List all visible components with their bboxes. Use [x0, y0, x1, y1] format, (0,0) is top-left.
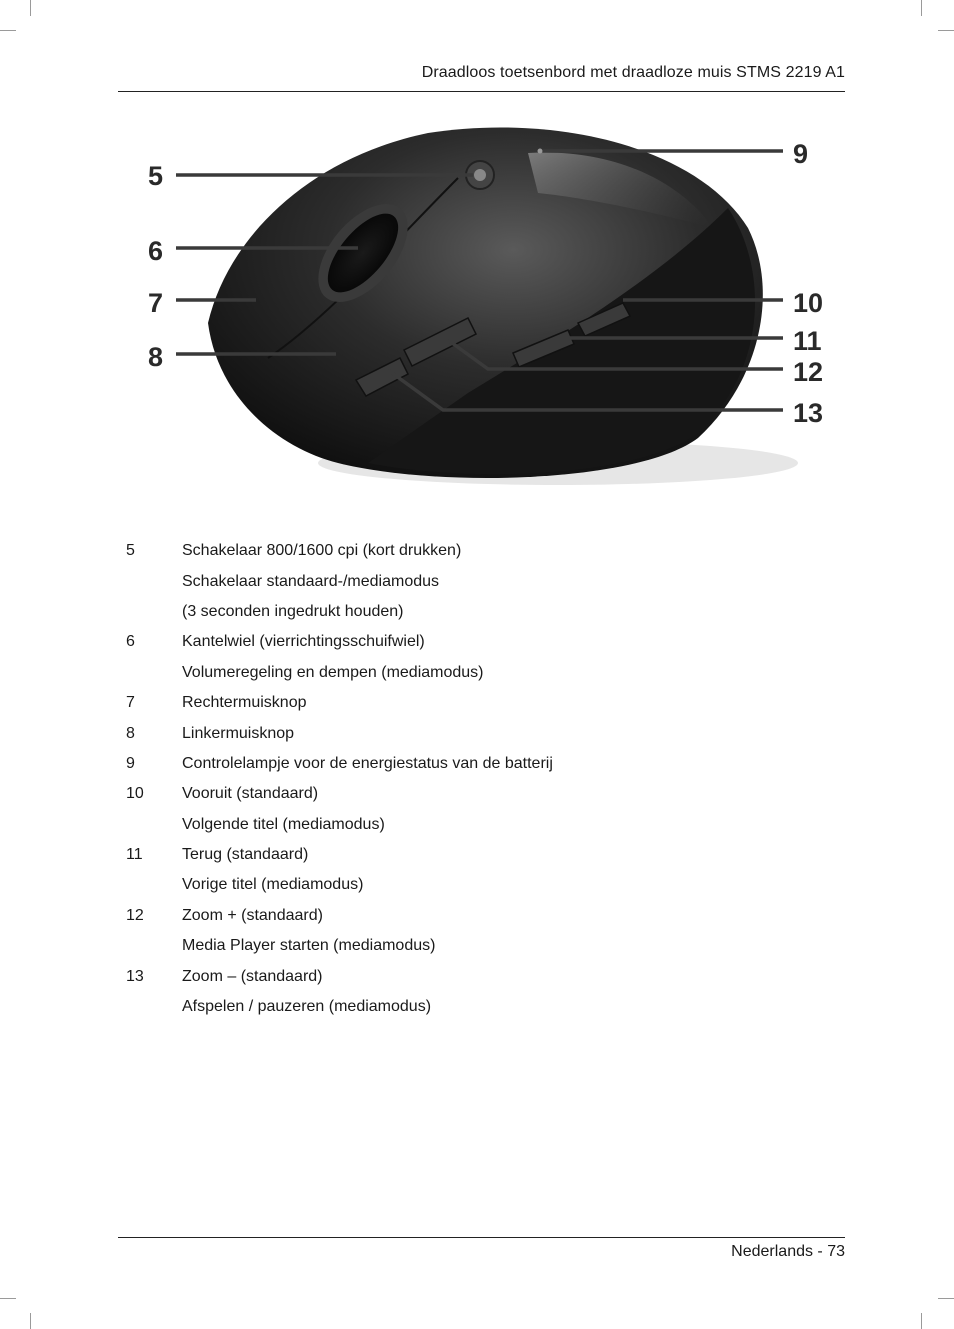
- legend-number: 9: [126, 754, 135, 772]
- crop-mark: [921, 1313, 922, 1329]
- legend-number: 8: [126, 724, 135, 742]
- legend-row: [118, 961, 845, 991]
- cpi-button-symbol: [474, 169, 486, 181]
- legend-row: [118, 597, 845, 627]
- callout-13: 13: [793, 398, 824, 428]
- legend-text: Media Player starten (mediamodus): [182, 937, 436, 955]
- page-footer: Nederlands - 73: [731, 1243, 845, 1260]
- header-rule: [118, 91, 845, 92]
- legend-number: 7: [126, 694, 135, 712]
- legend-row: [118, 810, 845, 840]
- callout-12: 12: [793, 357, 824, 387]
- legend-text: Vorige titel (mediamodus): [182, 876, 364, 894]
- crop-mark: [938, 1298, 954, 1299]
- legend-text: (3 seconden ingedrukt houden): [182, 602, 404, 620]
- legend-number: 12: [126, 906, 144, 924]
- footer-rule: [118, 1237, 845, 1238]
- legend-text: Vooruit (standaard): [182, 785, 319, 803]
- battery-led: [538, 149, 543, 154]
- callout-11: 11: [793, 326, 822, 356]
- legend-text: Rechtermuisknop: [182, 694, 307, 712]
- callout-7: 7: [148, 288, 164, 318]
- legend-text: Zoom + (standaard): [182, 906, 323, 924]
- legend-number: 10: [126, 785, 144, 803]
- legend-row: [118, 536, 845, 566]
- legend-number: 5: [126, 542, 135, 560]
- crop-mark: [921, 0, 922, 16]
- legend-row: [118, 566, 845, 596]
- legend-row: [118, 870, 845, 900]
- legend-text: Schakelaar standaard-/mediamodus: [182, 572, 440, 590]
- legend-number: 11: [126, 846, 143, 864]
- crop-mark: [30, 1313, 31, 1329]
- legend-row: [118, 658, 845, 688]
- legend-text: Terug (standaard): [182, 846, 309, 864]
- legend-row: [118, 992, 845, 1022]
- legend-row: [118, 627, 845, 657]
- legend-text: Controlelampje voor de energiestatus van de batterij: [182, 754, 553, 772]
- parts-legend: [118, 536, 845, 1022]
- crop-mark: [0, 1298, 16, 1299]
- legend-number: 6: [126, 633, 135, 651]
- callout-9: 9: [793, 139, 809, 169]
- mouse-illustration: [138, 118, 838, 493]
- legend-text: Volumeregeling en dempen (mediamodus): [182, 663, 484, 681]
- legend-row: [118, 688, 845, 718]
- callout-10: 10: [793, 288, 824, 318]
- legend-text: Volgende titel (mediamodus): [182, 815, 385, 833]
- callout-8: 8: [148, 342, 164, 372]
- legend-text: Schakelaar 800/1600 cpi (kort drukken): [182, 542, 462, 560]
- legend-text: Linkermuisknop: [182, 724, 295, 742]
- crop-mark: [938, 30, 954, 31]
- legend-text: Afspelen / pauzeren (mediamodus): [182, 998, 432, 1016]
- legend-row: [118, 840, 845, 870]
- mouse-figure: [138, 118, 838, 493]
- legend-text: Zoom – (standaard): [182, 967, 323, 985]
- legend-row: [118, 718, 845, 748]
- callout-6: 6: [148, 236, 164, 266]
- legend-row: [118, 931, 845, 961]
- legend-number: 13: [126, 967, 144, 985]
- legend-text: Kantelwiel (vierrichtingsschuifwiel): [182, 633, 425, 651]
- legend-row: [118, 749, 845, 779]
- callout-5: 5: [148, 161, 164, 191]
- crop-mark: [0, 30, 16, 31]
- page-header-title: Draadloos toetsenbord met draadloze muis STMS 2219 A1: [421, 64, 845, 81]
- legend-row: [118, 779, 845, 809]
- legend-row: [118, 901, 845, 931]
- crop-mark: [30, 0, 31, 16]
